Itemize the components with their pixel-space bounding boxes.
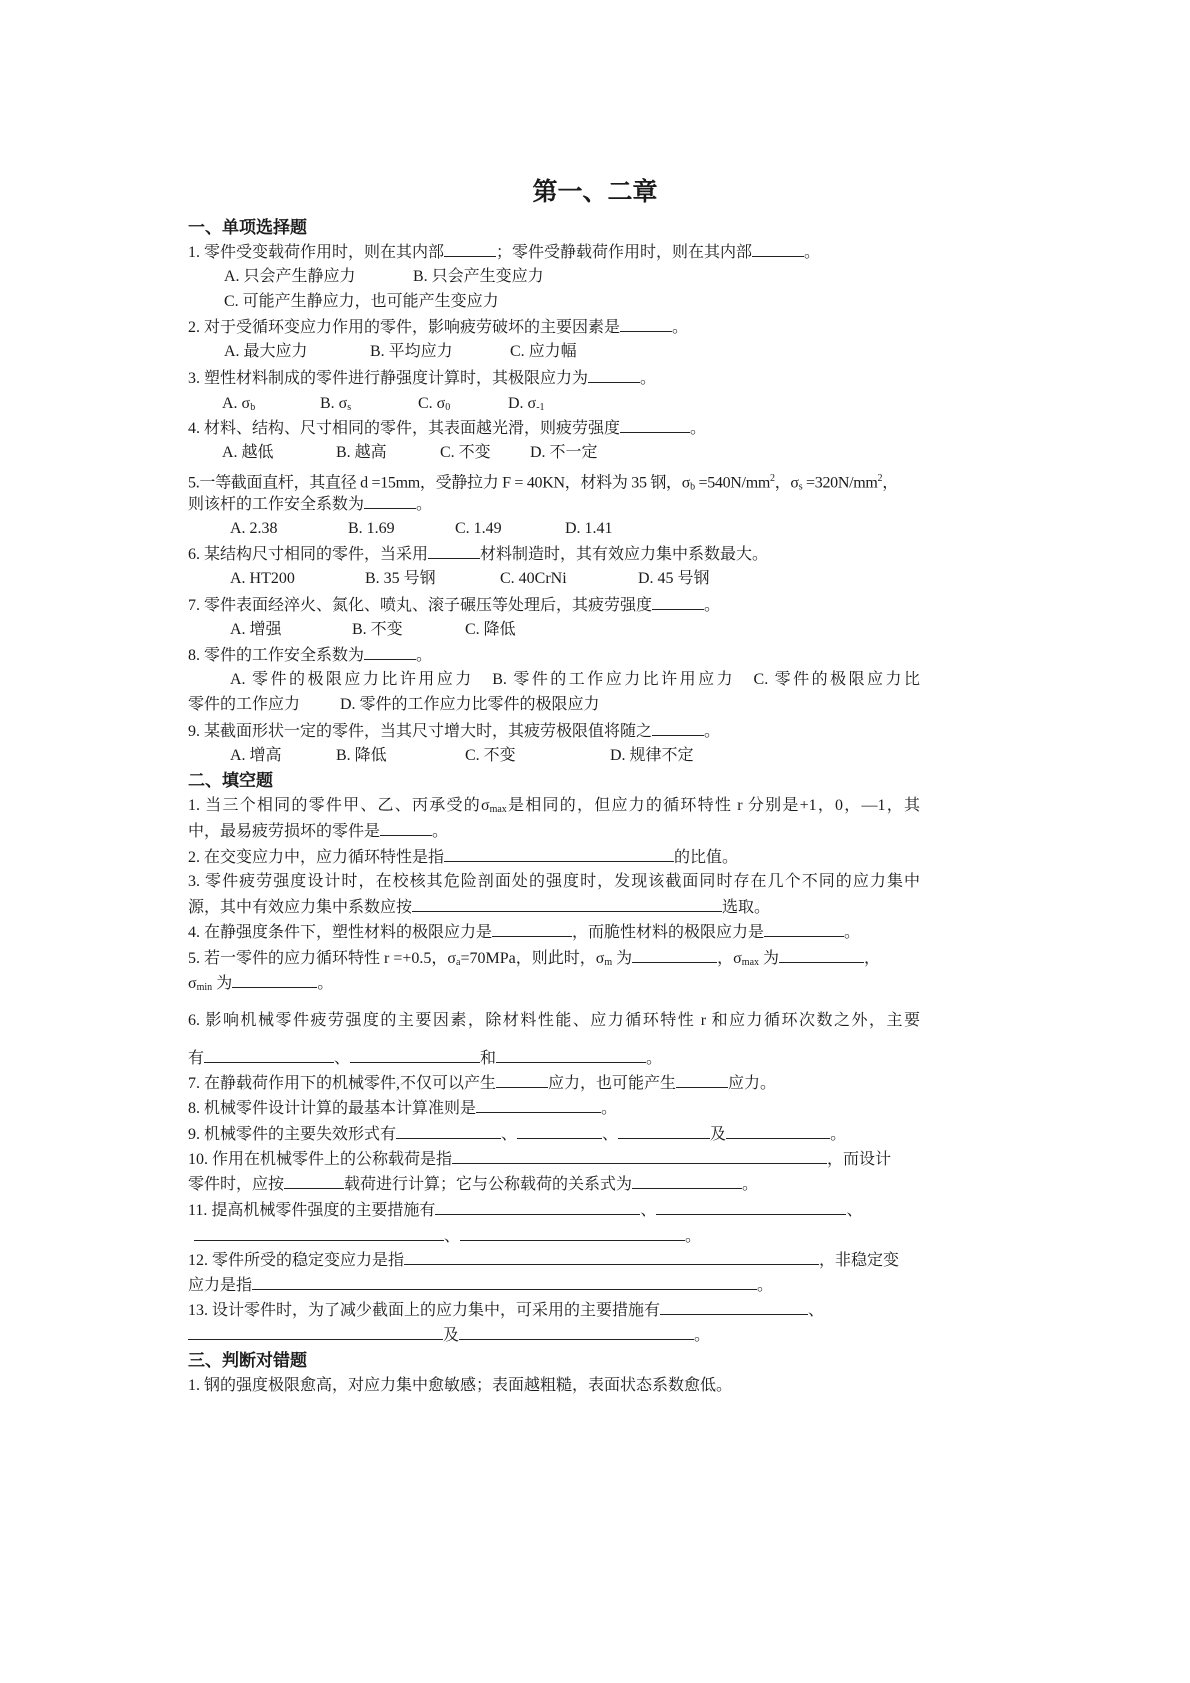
text-segment: C. 不变 [440,444,491,461]
fill-1-line-2 [188,819,448,844]
text-segment: b [690,481,695,493]
text-segment: D. 零件的工作应力比零件的极限应力 [340,696,600,713]
text-segment: 、 [846,1202,863,1219]
answer-blank [412,895,722,912]
text-segment: C. 不变 [465,747,516,764]
text-segment: 2 [770,473,775,484]
text-segment: B. 不变 [352,621,403,638]
question-1-option-c: C. 可能产生静应力，也可能产生变应力 [224,293,499,310]
question-5-line-2 [188,492,432,517]
text-segment: A. 只会产生静应力 [224,268,356,285]
answer-blank [435,1198,640,1215]
text-segment: 载荷进行计算；它与公称载荷的关系式为 [344,1176,633,1193]
section-heading-judge: 三、判断对错题 [188,1351,307,1371]
text-segment: A. HT200 [230,570,295,587]
text-segment: 及 [443,1327,460,1344]
text-segment: 1. 零件受变载荷作用时，则在其内部 [188,244,445,261]
text-segment: ， [882,474,898,492]
text-segment: 5.一等截面直杆，其直径 d =15mm，受静拉力 F = 40KN，材料为 35 钢，σ [188,474,691,492]
text-segment: C. σ [418,395,446,412]
text-segment: A. 增高 [230,747,282,764]
text-segment: =320N/mm [802,474,878,492]
fill-6: 6. 影响机械零件疲劳强度的主要因素，除材料性能、应力循环特性 r 和应力循环次数之外，主要 [188,1012,920,1029]
text-segment: C. 应力幅 [510,343,577,360]
answer-blank [752,240,804,257]
fill-11 [188,1198,862,1223]
text-segment: 9. 某截面形状一定的零件，当其尺寸增大时，其疲劳极限值将随之 [188,723,653,740]
text-segment: 选取。 [722,899,771,916]
text-segment: 11. 提高机械零件强度的主要措施有 [188,1202,436,1219]
answer-blank [444,240,496,257]
answer-blank [188,1323,443,1340]
answer-blank [350,1046,480,1063]
text-segment: 应力，也可能产生 [548,1075,677,1092]
text-segment: 。 [416,647,433,664]
question-7 [188,593,720,618]
answer-blank [660,1298,808,1315]
section-heading-fill: 二、填空题 [188,771,273,791]
text-segment: 应力。 [728,1075,777,1092]
question-3 [188,366,656,391]
answer-blank [284,1172,344,1189]
text-segment: 12. 零件所受的稳定变应力是指 [188,1252,405,1269]
text-segment: 是相同的，但应力的循环特性 r 分别是+1，0，—1，其 [506,797,920,814]
fill-11-line-2 [194,1224,701,1249]
text-segment: ，σ [717,950,742,967]
text-segment: D. 45 号钢 [638,570,710,587]
text-segment: a [456,957,461,968]
answer-blank [632,1172,742,1189]
text-segment: 、 [501,1126,518,1143]
text-segment: 和 [480,1050,497,1067]
text-segment: 8. 零件的工作安全系数为 [188,647,365,664]
text-segment: D. 规律不定 [610,747,694,764]
text-segment: B. 只会产生变应力 [413,268,544,285]
text-segment: 、 [334,1050,351,1067]
text-segment: 13. 设计零件时，为了减少截面上的应力集中，可采用的主要措施有 [188,1302,661,1319]
text-segment: A. σ [222,395,251,412]
fill-6-line-2 [188,1046,662,1071]
text-segment: 4. 在静强度条件下，塑性材料的极限应力是 [188,924,493,941]
text-segment: B. 越高 [336,444,387,461]
text-segment: C. 1.49 [455,520,502,537]
text-segment: 。 [757,1277,774,1294]
answer-blank [620,315,672,332]
question-8 [188,643,432,668]
text-segment: 9. 机械零件的主要失效形式有 [188,1126,397,1143]
fill-7 [188,1071,776,1096]
text-segment: max [489,804,507,815]
answer-blank [656,1198,846,1215]
text-segment: 6. 某结构尺寸相同的零件，当采用 [188,546,429,563]
text-segment: 。 [704,597,721,614]
text-segment: 。 [317,975,334,992]
question-9 [188,719,720,744]
text-segment: σ [188,975,197,992]
text-segment: 的比值。 [674,849,739,866]
text-segment: 。 [685,1228,702,1245]
text-segment: A. 最大应力 [224,343,308,360]
text-segment: -1 [536,402,545,413]
text-segment: max [741,957,760,968]
text-segment: 。 [830,1126,847,1143]
text-segment: 3. 塑性材料制成的零件进行静强度计算时，其极限应力为 [188,370,589,387]
question-4 [188,416,706,441]
text-segment: D. 1.41 [565,520,613,537]
answer-blank [204,1046,334,1063]
text-segment: =540N/mm [694,474,770,492]
answer-blank [588,366,640,383]
answer-blank [652,593,704,610]
answer-blank [779,946,864,963]
text-segment: 7. 在静载荷作用下的机械零件,不仅可以产生 [188,1075,497,1092]
answer-blank [460,1224,685,1241]
text-segment: 材料制造时，其有效应力集中系数最大。 [480,546,769,563]
fill-5-line-2 [188,971,333,1000]
text-segment: min [196,982,213,993]
text-segment: ， [864,950,881,967]
fill-2 [188,845,738,870]
answer-blank [459,1323,694,1340]
text-segment: 2 [877,473,883,484]
answer-blank [652,719,704,736]
text-segment: s [347,402,352,413]
answer-blank [444,845,674,862]
text-segment: 为 [212,975,233,992]
text-segment: B. 降低 [336,747,387,764]
answer-blank [404,1248,819,1265]
answer-blank [764,920,844,937]
question-6 [188,542,768,567]
text-segment: 7. 零件表面经淬火、氮化、喷丸、滚子碾压等处理后，其疲劳强度 [188,597,653,614]
text-segment: 4. 材料、结构、尺寸相同的零件，其表面越光滑，则疲劳强度 [188,420,621,437]
text-segment: B. 平均应力 [370,343,453,360]
text-segment: 。 [672,319,689,336]
text-segment: 0 [445,402,451,413]
answer-blank [380,819,432,836]
text-segment: 、 [640,1202,657,1219]
question-1 [188,240,820,265]
answer-blank [517,1122,602,1139]
answer-blank [726,1122,830,1139]
text-segment: D. 不一定 [530,444,598,461]
answer-blank [428,542,480,559]
text-segment: 应力是指 [188,1277,253,1294]
fill-12-line-2 [188,1273,773,1298]
fill-12 [188,1248,899,1273]
text-segment: B. 1.69 [348,520,395,537]
text-segment: 5. 若一零件的应力循环特性 r =+0.5，σ [188,950,457,967]
text-segment: 有 [188,1050,205,1067]
text-segment: ，σ [774,474,799,492]
text-segment: 及 [710,1126,727,1143]
text-segment: 、 [444,1228,461,1245]
fill-4 [188,920,860,945]
text-segment: A. 2.38 [230,520,278,537]
text-segment: C. 40CrNi [500,570,567,587]
text-segment: 、 [808,1302,825,1319]
text-segment: 。 [646,1050,663,1067]
text-segment: 源，其中有效应力集中系数应按 [188,899,413,916]
text-segment: 、 [602,1126,619,1143]
text-segment: 中，最易疲劳损坏的零件是 [188,823,381,840]
text-segment: 。 [601,1100,618,1117]
answer-blank [364,643,416,660]
text-segment: 。 [432,823,449,840]
question-2 [188,315,688,340]
fill-1 [188,794,920,822]
answer-blank [452,1147,827,1164]
answer-blank [496,1046,646,1063]
text-segment: ，而设计 [827,1151,892,1168]
text-segment: 。 [704,723,721,740]
fill-13-line-2 [188,1323,710,1348]
text-segment: A. 增强 [230,621,282,638]
answer-blank [492,920,572,937]
fill-3-line-2 [188,895,770,920]
text-segment: 。 [640,370,657,387]
question-8-options: A. 零件的极限应力比许用应力 B. 零件的工作应力比许用应力 C. 零件的极限应力比 [230,671,920,688]
text-segment: =70MPa，则此时，σ [460,950,605,967]
answer-blank [194,1224,444,1241]
answer-blank [252,1273,757,1290]
text-segment: B. σ [320,395,348,412]
text-segment: 零件时，应按 [188,1176,285,1193]
text-segment: 。 [804,244,821,261]
answer-blank [632,946,717,963]
text-segment: m [604,957,613,968]
text-segment: 1. 当三个相同的零件甲、乙、丙承受的σ [188,797,490,814]
text-segment: ，而脆性材料的极限应力是 [572,924,765,941]
answer-blank [676,1071,728,1088]
section-heading-choice: 一、单项选择题 [188,218,307,238]
text-segment: A. 越低 [222,444,274,461]
fill-8 [188,1096,617,1121]
text-segment: C. 降低 [465,621,516,638]
text-segment: B. 35 号钢 [365,570,436,587]
text-segment: 。 [742,1176,759,1193]
text-segment: 零件的工作应力 [188,696,301,713]
text-segment: D. σ [508,395,537,412]
answer-blank [232,971,317,988]
text-segment: 。 [694,1327,711,1344]
judge-1: 1. 钢的强度极限愈高，对应力集中愈敏感；表面越粗糙，表面状态系数愈低。 [188,1377,733,1394]
fill-10-line-2 [188,1172,758,1197]
text-segment: 。 [416,496,433,513]
fill-3: 3. 零件疲劳强度设计时，在校核其危险剖面处的强度时，发现该截面同时存在几个不同的应力集中 [188,873,920,890]
text-segment: s [798,481,803,493]
text-segment: 10. 作用在机械零件上的公称载荷是指 [188,1151,453,1168]
answer-blank [396,1122,501,1139]
text-segment: 2. 在交变应力中，应力循环特性是指 [188,849,445,866]
fill-13 [188,1298,824,1323]
text-segment: 为 [759,950,780,967]
text-segment: 。 [844,924,861,941]
text-segment: 。 [690,420,707,437]
answer-blank [620,416,690,433]
answer-blank [476,1096,601,1113]
answer-blank [618,1122,710,1139]
text-segment: 2. 对于受循环变应力作用的零件，影响疲劳破坏的主要因素是 [188,319,621,336]
text-segment: 为 [612,950,633,967]
text-segment: 则该杆的工作安全系数为 [188,496,365,513]
text-segment: ，非稳定变 [819,1252,900,1269]
answer-blank [496,1071,548,1088]
text-segment: ；零件受静载荷作用时，则在其内部 [496,244,753,261]
text-segment: 8. 机械零件设计计算的最基本计算准则是 [188,1100,477,1117]
page-title: 第一、二章 [532,177,658,206]
fill-10 [188,1147,891,1172]
text-segment: b [250,402,256,413]
fill-9 [188,1122,846,1147]
answer-blank [364,492,416,509]
